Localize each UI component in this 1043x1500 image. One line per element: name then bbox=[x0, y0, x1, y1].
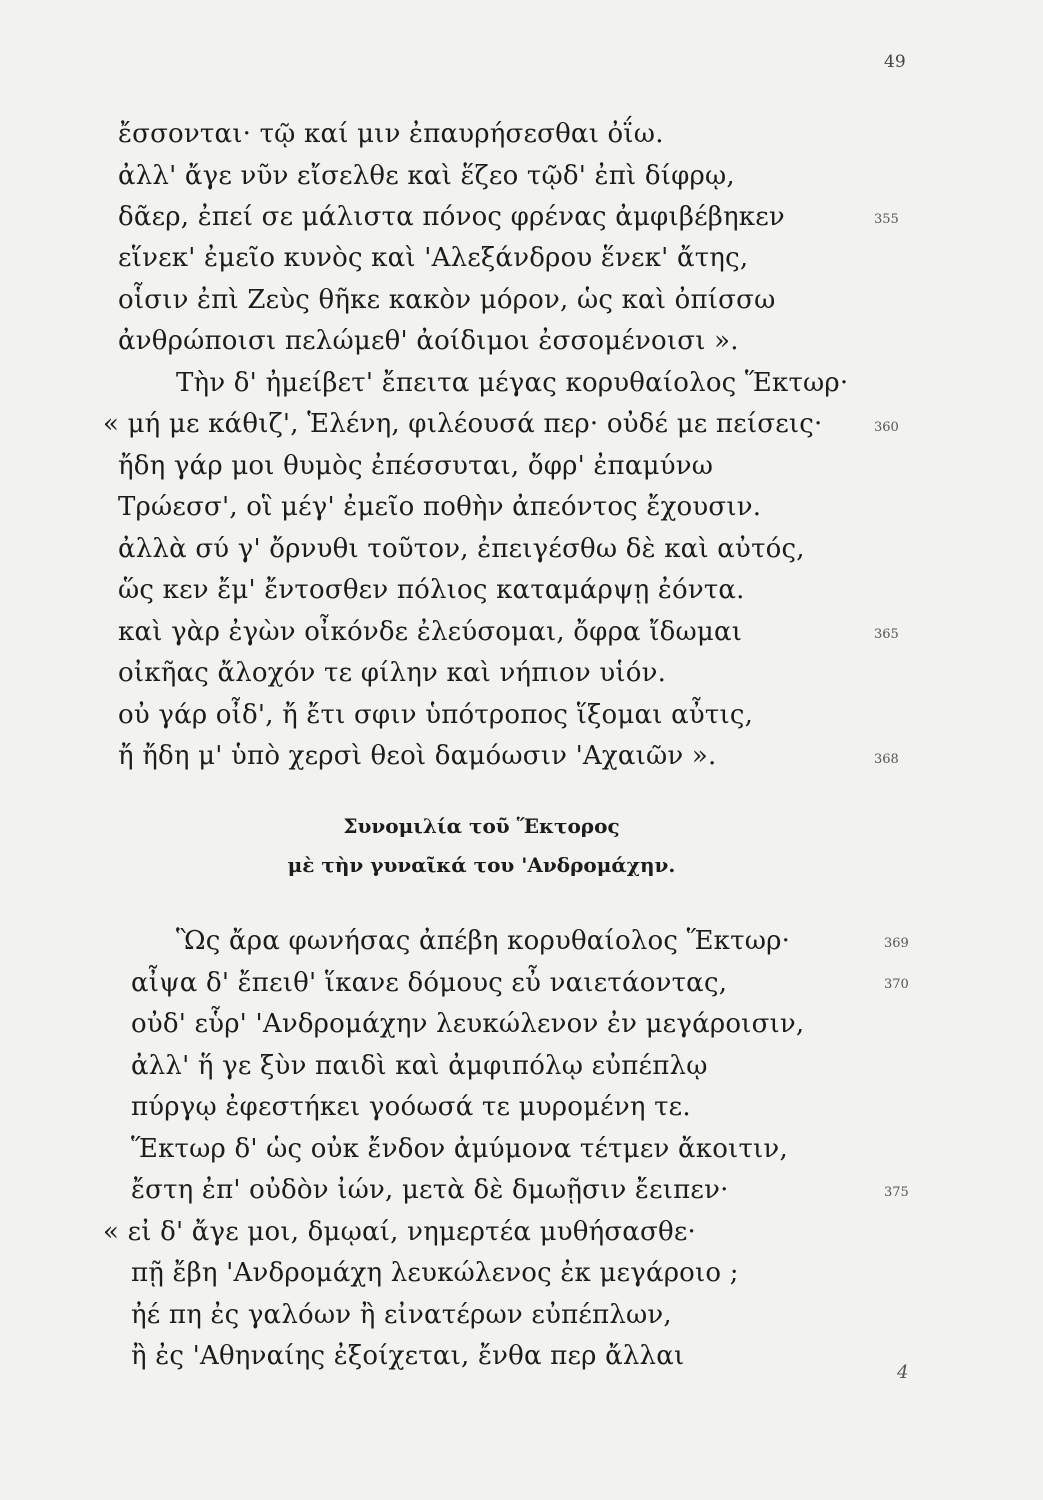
line-number: 375 bbox=[884, 1185, 909, 1200]
verse-line: ἔσσονται· τῷ καί μιν ἐπαυρήσεσθαι ὀΐω. bbox=[118, 119, 664, 149]
verse-line: Τὴν δ' ἠμείβετ' ἔπειτα μέγας κορυθαίολος Ἕκτωρ· bbox=[176, 368, 849, 398]
line-number: 360 bbox=[874, 420, 899, 435]
verse-line: ἤ ἤδη μ' ὑπὸ χερσὶ θεοὶ δαμόωσιν 'Αχαιῶν ». bbox=[118, 741, 717, 771]
verse-line: ἔστη ἐπ' οὐδὸν ἰών, μετὰ δὲ δμωῇσιν ἔειπεν· bbox=[131, 1175, 729, 1205]
page-number: 49 bbox=[884, 52, 906, 72]
verse-line: Ὣς ἄρα φωνήσας ἀπέβη κορυθαίολος Ἕκτωρ· bbox=[176, 926, 791, 956]
verse-line: ἢ ἐς 'Αθηναίης ἐξοίχεται, ἔνθα περ ἄλλαι bbox=[131, 1341, 685, 1371]
verse-line: οὐ γάρ οἶδ', ἤ ἔτι σφιν ὑπότροπος ἵξομαι αὖτις, bbox=[118, 700, 754, 730]
verse-line: « μή με κάθιζ', Ἑλένη, φιλέουσά περ· οὐδέ με πείσεις· bbox=[103, 409, 823, 439]
verse-line: καὶ γὰρ ἐγὼν οἶκόνδε ἐλεύσομαι, ὄφρα ἴδωμαι bbox=[118, 617, 743, 647]
verse-line: δᾶερ, ἐπεί σε μάλιστα πόνος φρένας ἀμφιβέβηκεν bbox=[118, 202, 785, 232]
verse-line: οἷσιν ἐπὶ Ζεὺς θῆκε κακὸν μόρον, ὡς καὶ ὀπίσσω bbox=[118, 285, 776, 315]
verse-line: πύργῳ ἐφεστήκει γοόωσά τε μυρομένη τε. bbox=[131, 1092, 691, 1122]
verse-line: αἶψα δ' ἔπειθ' ἵκανε δόμους εὖ ναιετάοντας, bbox=[131, 968, 728, 998]
verse-line: Τρώεσσ', οἳ μέγ' ἐμεῖο ποθὴν ἀπεόντος ἔχουσιν. bbox=[118, 492, 762, 522]
verse-line: ἀλλὰ σύ γ' ὄρνυθι τοῦτον, ἐπειγέσθω δὲ καὶ αὐτός, bbox=[118, 534, 805, 564]
verse-line: ἤδη γάρ μοι θυμὸς ἐπέσσυται, ὄφρ' ἐπαμύνω bbox=[118, 451, 714, 481]
verse-line: « εἰ δ' ἄγε μοι, δμῳαί, νημερτέα μυθήσασθε· bbox=[103, 1217, 696, 1247]
line-number: 370 bbox=[884, 977, 909, 992]
verse-line: ἀλλ' ἥ γε ξὺν παιδὶ καὶ ἀμφιπόλῳ εὐπέπλῳ bbox=[131, 1051, 708, 1081]
verse-line: ἀλλ' ἄγε νῦν εἴσελθε καὶ ἕζεο τῷδ' ἐπὶ δίφρῳ, bbox=[118, 161, 735, 191]
line-number: 368 bbox=[874, 752, 899, 767]
verse-line: οἰκῆας ἄλοχόν τε φίλην καὶ νήπιον υἱόν. bbox=[118, 658, 667, 688]
verse-line: ὥς κεν ἔμ' ἔντοσθεν πόλιος καταμάρψῃ ἐόντα. bbox=[118, 575, 745, 605]
line-number: 369 bbox=[884, 936, 909, 951]
verse-line: πῇ ἔβη 'Ανδρομάχη λευκώλενος ἐκ μεγάροιο ; bbox=[131, 1258, 739, 1288]
verse-line: ἠέ πη ἐς γαλόων ἢ εἰνατέρων εὐπέπλων, bbox=[131, 1300, 672, 1330]
signature-mark: 4 bbox=[897, 1362, 909, 1383]
verse-line: εἵνεκ' ἐμεῖο κυνὸς καὶ 'Αλεξάνδρου ἕνεκ' ἄτης, bbox=[118, 243, 749, 273]
verse-line: οὐδ' εὗρ' 'Ανδρομάχην λευκώλενον ἐν μεγάροισιν, bbox=[131, 1009, 805, 1039]
verse-line: ἀνθρώποισι πελώμεθ' ἀοίδιμοι ἐσσομένοισι ». bbox=[118, 326, 739, 356]
line-number: 365 bbox=[874, 627, 899, 642]
section-heading-line-1: Συνομιλία τοῦ Ἕκτορος bbox=[343, 814, 620, 838]
section-heading-line-2: μὲ τὴν γυναῖκά του 'Ανδρομάχην. bbox=[287, 853, 676, 877]
line-number: 355 bbox=[874, 212, 899, 227]
verse-line: Ἕκτωρ δ' ὡς οὐκ ἔνδον ἀμύμονα τέτμεν ἄκοιτιν, bbox=[131, 1134, 788, 1164]
